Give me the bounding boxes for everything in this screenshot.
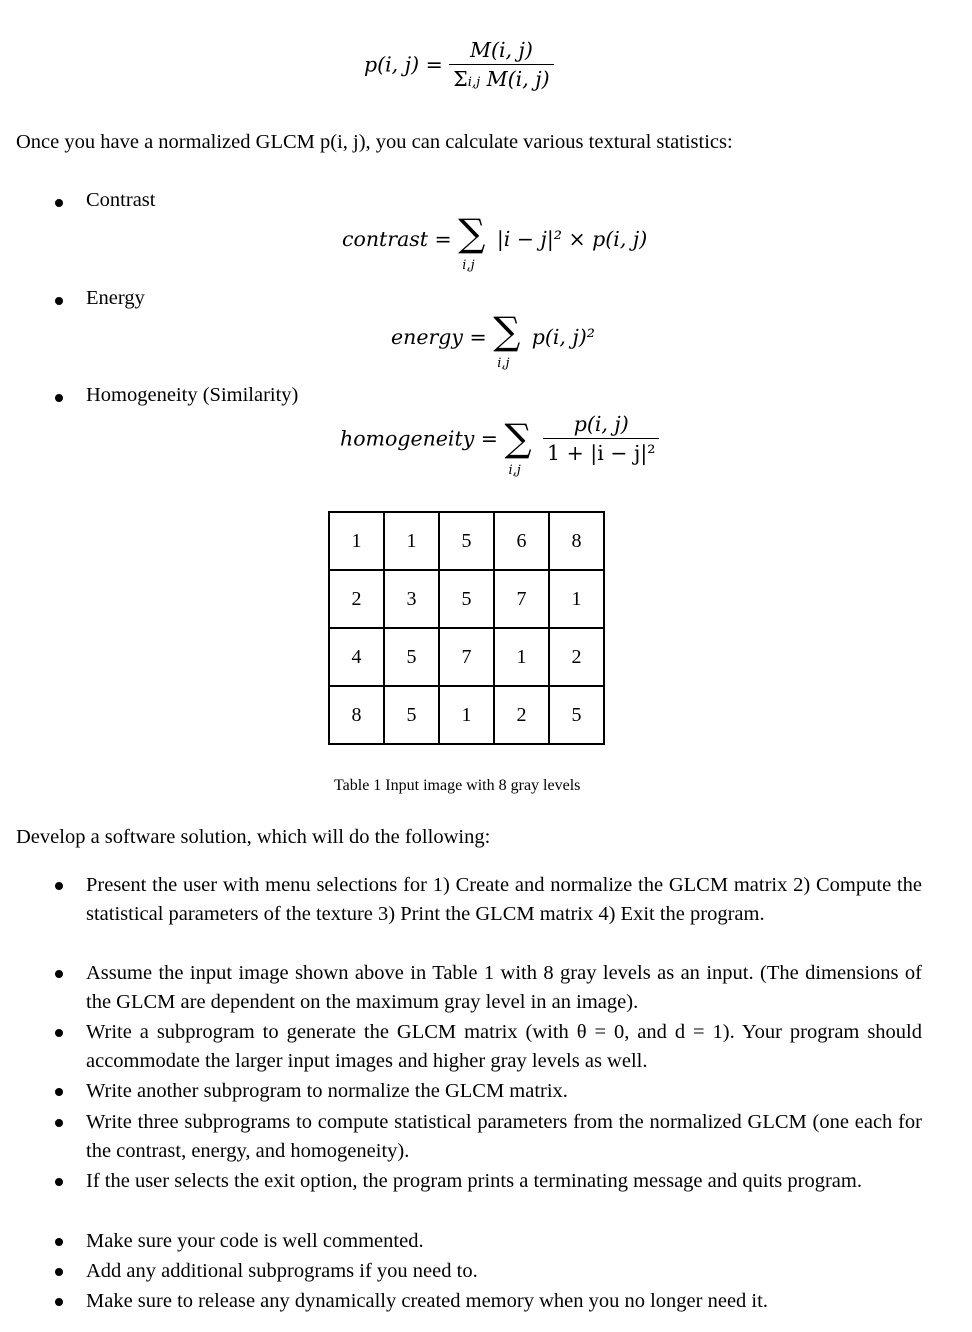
energy-lhs: energy = <box>391 325 487 349</box>
table-row <box>329 512 604 570</box>
table-cell: 5 <box>549 686 604 744</box>
table-cell: 5 <box>384 628 439 686</box>
table-caption: Table 1 Input image with 8 gray levels <box>334 777 581 794</box>
task-item: Write three subprograms to compute statistical parameters from the normalized GLCM (one each for the contrast, energy, and homogeneity). <box>86 1111 922 1162</box>
normalization-lhs: p(i, j) = <box>364 52 443 77</box>
table-cell: 6 <box>494 512 549 570</box>
bullet <box>55 297 63 305</box>
table-cell: 1 <box>549 570 604 628</box>
normalization-denominator <box>449 64 553 91</box>
table-row <box>329 570 604 628</box>
table-cell: 7 <box>439 628 494 686</box>
stat-label-contrast: Contrast <box>86 189 156 211</box>
denominator-sub: i,j <box>467 75 481 90</box>
table-cell: 5 <box>439 512 494 570</box>
bullet <box>55 882 63 890</box>
bullet <box>55 1088 63 1096</box>
table-cell: 4 <box>329 628 384 686</box>
bullet <box>55 1268 63 1276</box>
table-cell: 3 <box>384 570 439 628</box>
energy-formula <box>391 309 596 371</box>
intro-text: Once you have a normalized GLCM p(i, j), you can calculate various textural statistics: <box>16 131 733 153</box>
normalization-formula <box>364 38 554 91</box>
normalization-fraction <box>449 38 553 91</box>
table-cell: 2 <box>549 628 604 686</box>
table-cell: 7 <box>494 570 549 628</box>
energy-sub: i,j <box>497 356 510 371</box>
task-item: Add any additional subprograms if you need to. <box>86 1260 478 1282</box>
homogeneity-formula <box>340 412 659 478</box>
task-item: Make sure to release any dynamically created memory when you no longer need it. <box>86 1290 768 1312</box>
table-cell: 5 <box>384 686 439 744</box>
normalization-numerator: M(i, j) <box>469 38 533 62</box>
homogeneity-fraction <box>543 412 659 465</box>
table-row <box>329 628 604 686</box>
task-item: Make sure your code is well commented. <box>86 1230 424 1252</box>
contrast-lhs: contrast = <box>342 227 452 251</box>
energy-sigma: ∑ <box>493 309 521 353</box>
task-item: If the user selects the exit option, the program prints a terminating message and quits program. <box>86 1170 862 1192</box>
denominator-term: M(i, j) <box>486 67 550 91</box>
table-row <box>329 686 604 744</box>
stat-label-energy: Energy <box>86 287 145 309</box>
homogeneity-lhs: homogeneity = <box>340 426 498 451</box>
contrast-sigma: ∑ <box>458 211 486 255</box>
table-cell: 1 <box>384 512 439 570</box>
contrast-formula <box>342 211 648 273</box>
bullet <box>55 970 63 978</box>
homogeneity-sigma: ∑ <box>504 415 532 460</box>
table-cell: 2 <box>494 686 549 744</box>
bullet <box>55 1119 63 1127</box>
task-item: Write a subprogram to generate the GLCM matrix (with θ = 0, and d = 1). Your program should accommodate the larger input images and higher gray levels as well. <box>86 1021 922 1072</box>
homogeneity-denominator: 1 + |i − j|² <box>543 438 659 465</box>
table-cell: 5 <box>439 570 494 628</box>
table-cell: 1 <box>494 628 549 686</box>
input-image-table <box>328 511 605 745</box>
table-cell: 1 <box>329 512 384 570</box>
table-cell: 8 <box>329 686 384 744</box>
denominator-sigma: Σ <box>453 67 468 91</box>
task-item: Write another subprogram to normalize the GLCM matrix. <box>86 1080 568 1102</box>
bullet <box>55 1178 63 1186</box>
table-cell: 1 <box>439 686 494 744</box>
bullet <box>55 1238 63 1246</box>
contrast-rhs: |i − j|² × p(i, j) <box>496 227 648 251</box>
task-item: Present the user with menu selections for 1) Create and normalize the GLCM matrix 2) Compute the statistical parameters of the texture 3) Print the GLCM matrix 4) Exit the program. <box>86 874 922 925</box>
homogeneity-sub: i,j <box>508 462 521 478</box>
contrast-sub: i,j <box>462 258 475 273</box>
homogeneity-numerator: p(i, j) <box>573 412 629 436</box>
bullet <box>55 1029 63 1037</box>
bullet <box>55 394 63 402</box>
task-heading: Develop a software solution, which will do the following: <box>16 826 491 848</box>
table-cell: 8 <box>549 512 604 570</box>
table-cell: 2 <box>329 570 384 628</box>
bullet <box>55 1298 63 1306</box>
task-item: Assume the input image shown above in Table 1 with 8 gray levels as an input. (The dimensions of the GLCM are dependent on the maximum gray level in an image). <box>86 962 922 1013</box>
energy-rhs: p(i, j)² <box>531 325 596 349</box>
bullet <box>55 199 63 207</box>
stat-label-homogeneity: Homogeneity (Similarity) <box>86 384 299 406</box>
